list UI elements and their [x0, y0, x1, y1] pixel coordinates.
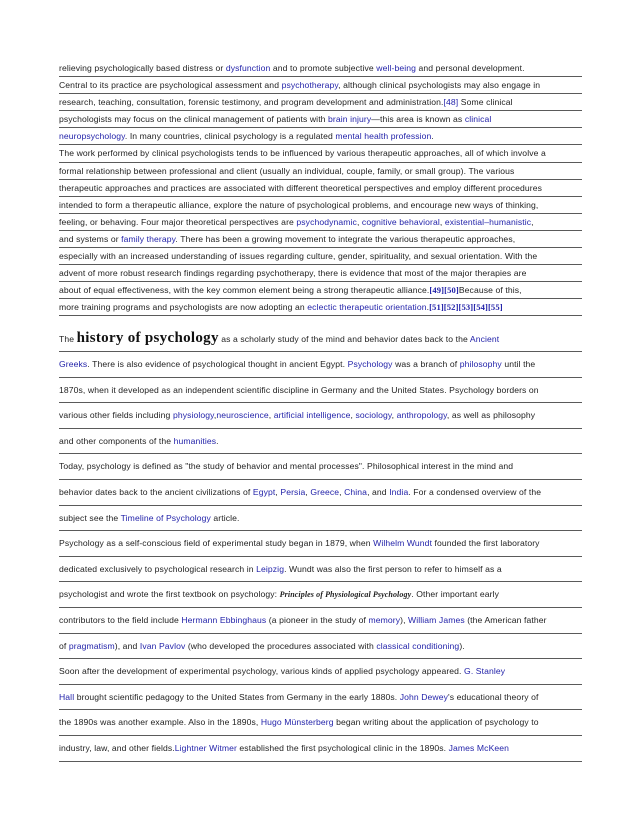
text-line [59, 710, 582, 736]
hyperlink[interactable]: Timeline of Psychology [120, 512, 211, 523]
text-run: article. [210, 512, 240, 523]
hyperlink[interactable]: Hall [59, 691, 75, 702]
hyperlink[interactable]: Egypt [252, 486, 276, 497]
text-run: feeling, or behaving. Four major theoretical perspectives are [59, 216, 297, 227]
text-run: and systems or [59, 233, 122, 244]
hyperlink[interactable]: Hermann Ebbinghaus [181, 614, 267, 625]
text-run: and personal development. [415, 63, 525, 73]
text-run: intended to form a therapeutic alliance, explore the nature of psychological problems, and encourage new ways of thinking, [59, 199, 539, 210]
text-line [59, 480, 582, 506]
text-line [59, 531, 582, 557]
clinical-psychology-section [59, 60, 582, 316]
hyperlink[interactable]: Lightner Witmer [174, 742, 237, 753]
text-run: . Other important early [411, 589, 500, 600]
text-run: The work performed by clinical psychologists tends to be influenced by various therapeutic approaches, all of which involve a [59, 148, 546, 159]
text-run: , as well as philosophy [446, 410, 536, 421]
text-run: Some clinical [458, 97, 513, 108]
text-run: psychologist and wrote the first textbook on psychology: [59, 589, 280, 600]
text-line [59, 163, 582, 180]
text-run: behavior dates back to the ancient civilizations of [59, 486, 253, 497]
text-run: industry, law, and other fields. [59, 742, 175, 753]
hyperlink[interactable]: psychotherapy [281, 80, 339, 91]
text-run: Psychology as a self-conscious field of experimental study began in 1879, when [59, 538, 374, 549]
text-line [59, 685, 582, 711]
hyperlink[interactable]: mental health profession [335, 131, 432, 142]
text-run: dedicated exclusively to psychological research in [59, 563, 257, 574]
text-run: . [216, 435, 219, 446]
text-run: (a pioneer in the study of [266, 614, 369, 625]
text-run: subject see the [59, 512, 121, 523]
text-run: (who developed the procedures associated with [185, 640, 377, 651]
text-line [59, 736, 582, 762]
text-run: advent of more robust research findings regarding psychotherapy, there is evidence that most of the major therapies are [59, 268, 527, 279]
text-run: psychologists may focus on the clinical management of patients with [59, 114, 329, 125]
hyperlink[interactable]: memory [368, 614, 401, 625]
text-run: research, teaching, consultation, forensic testimony, and program development and administration. [59, 97, 444, 108]
text-run: 1870s, when it developed as an independent scientific discipline in Germany and the United States. Psychology borders on [59, 384, 539, 395]
italic-title: Principles of Physiological Psychology [279, 590, 412, 600]
hyperlink[interactable]: Ivan Pavlov [139, 640, 186, 651]
hyperlink[interactable]: [49][50] [429, 285, 459, 296]
text-run: . [431, 131, 434, 142]
text-line [59, 454, 582, 480]
hyperlink[interactable]: brain injury [328, 114, 372, 125]
hyperlink[interactable]: classical conditioning [376, 640, 460, 651]
text-run: (the American father [464, 614, 547, 625]
text-line [59, 282, 582, 299]
text-run: , [275, 486, 281, 497]
text-line [59, 77, 582, 94]
hyperlink[interactable]: clinical [464, 114, 492, 125]
text-run: began writing about the application of psychology to [333, 717, 539, 728]
text-run: was a branch of [392, 359, 460, 369]
text-run: brought scientific pedagogy to the United States from Germany in the early 1880s. [74, 691, 400, 702]
text-line [59, 231, 582, 248]
text-run: , [356, 216, 362, 227]
emphasized-heading-text: history of psychology [76, 330, 219, 347]
text-run: . There has been a growing movement to integrate the various therapeutic approaches, [175, 233, 516, 244]
text-run: , [339, 486, 345, 497]
text-run: —this area is known as [371, 114, 465, 125]
text-run: . In many countries, clinical psychology is a regulated [124, 131, 336, 142]
hyperlink[interactable]: neuroscience [216, 410, 269, 421]
hyperlink[interactable]: well-being [376, 63, 416, 73]
hyperlink[interactable]: philosophy [459, 359, 502, 369]
text-run: ). [459, 640, 465, 651]
text-run: ), [400, 614, 409, 625]
hyperlink[interactable]: Psychology [347, 359, 393, 369]
hyperlink[interactable]: psychodynamic [296, 216, 357, 227]
text-line [59, 94, 582, 111]
text-line [59, 197, 582, 214]
text-run: established the first psychological clinic in the 1890s. [236, 742, 449, 753]
hyperlink[interactable]: China [344, 486, 368, 497]
text-line [59, 403, 582, 429]
hyperlink[interactable]: William James [408, 614, 465, 625]
text-run: . Wundt was also the first person to refer to himself as a [284, 563, 502, 574]
text-run: of [59, 640, 69, 651]
text-line [59, 214, 582, 231]
text-line [59, 248, 582, 265]
text-run: , [268, 410, 274, 421]
text-run: about of equal effectiveness, with the key common element being a strong therapeutic alliance. [59, 285, 430, 296]
text-line [59, 145, 582, 162]
hyperlink[interactable]: physiology [172, 410, 214, 421]
text-run: Because of this, [458, 285, 522, 296]
hyperlink[interactable]: Hugo Münsterberg [260, 717, 334, 728]
hyperlink[interactable]: eclectic therapeutic orientation [307, 302, 427, 313]
text-line [59, 352, 582, 378]
text-line [59, 608, 582, 634]
hyperlink[interactable]: neuropsychology [59, 131, 125, 142]
text-run: . [426, 302, 430, 313]
text-line [59, 128, 582, 145]
text-run: especially with an increased understanding of issues regarding culture, gender, spirituality, and sexual orientation. With the [59, 251, 538, 262]
history-of-psychology-section [59, 326, 582, 761]
text-run: , [213, 410, 217, 421]
text-run: contributors to the field include [59, 614, 182, 625]
hyperlink[interactable]: Wilhelm Wundt [373, 538, 433, 549]
hyperlink[interactable]: G. Stanley [464, 666, 506, 677]
text-line [59, 265, 582, 282]
text-run: , [350, 410, 356, 421]
text-run: formal relationship between professional and client (usually an individual, couple, family, or small group). The various [59, 165, 515, 176]
hyperlink[interactable]: existential–humanistic [444, 216, 532, 227]
hyperlink[interactable]: India [389, 486, 409, 497]
text-run: 's educational theory of [448, 691, 539, 702]
text-run: , and [367, 486, 390, 497]
hyperlink[interactable]: pragmatism [68, 640, 115, 651]
text-run: , [439, 216, 445, 227]
text-run: , [305, 486, 311, 497]
text-run: Soon after the development of experimental psychology, various kinds of applied psychology appeared. [59, 666, 465, 677]
text-run: The [59, 334, 77, 345]
text-run: . For a condensed overview of the [408, 486, 542, 497]
hyperlink[interactable]: sociology [355, 410, 392, 421]
text-run: as a scholarly study of the mind and behavior dates back to the [218, 334, 470, 345]
hyperlink[interactable]: Leipzig [256, 563, 285, 574]
text-run: Central to its practice are psychological assessment and [59, 80, 282, 91]
text-run: until the [501, 359, 536, 369]
text-line [59, 180, 582, 197]
text-line [59, 378, 582, 404]
hyperlink[interactable]: Greeks [59, 359, 88, 369]
text-run: , [531, 216, 534, 227]
text-line [59, 299, 582, 316]
hyperlink[interactable]: family therapy [121, 233, 176, 244]
text-run: Today, psychology is defined as "the study of behavior and mental processes". Philosophical interest in the mind and [59, 461, 514, 472]
hyperlink[interactable]: [51][52][53][54][55] [429, 302, 503, 313]
text-line [59, 557, 582, 583]
text-run: founded the first laboratory [432, 538, 540, 549]
text-run: , although clinical psychologists may also engage in [338, 80, 541, 91]
text-line [59, 60, 582, 77]
text-run: the 1890s was another example. Also in the 1890s, [59, 717, 261, 728]
text-line [59, 429, 582, 455]
text-run: more training programs and psychologists are now adopting an [59, 302, 308, 313]
text-run: ), and [114, 640, 140, 651]
hyperlink[interactable]: humanities [173, 435, 217, 446]
text-line [59, 659, 582, 685]
section-gap [59, 316, 582, 326]
text-run: relieving psychologically based distress or [59, 63, 226, 73]
text-run: therapeutic approaches and practices are associated with different theoretical perspectives and employ different procedures [59, 182, 543, 193]
text-line [59, 582, 582, 608]
hyperlink[interactable]: [48] [443, 97, 459, 108]
text-line [59, 634, 582, 660]
hyperlink[interactable]: John Dewey [399, 691, 449, 702]
text-line [59, 326, 582, 352]
hyperlink[interactable]: dysfunction [225, 63, 271, 73]
text-run: and to promote subjective [270, 63, 377, 73]
hyperlink[interactable]: cognitive behavioral [361, 216, 440, 227]
text-run: and other components of the [59, 435, 174, 446]
text-run: various other fields including [59, 410, 173, 421]
text-run: . There is also evidence of psychological thought in ancient Egypt. [87, 359, 348, 369]
hyperlink[interactable]: James McKeen [448, 742, 510, 753]
hyperlink[interactable]: Persia [280, 486, 306, 497]
hyperlink[interactable]: anthropology [396, 410, 447, 421]
hyperlink[interactable]: Ancient [469, 334, 500, 345]
hyperlink[interactable]: Greece [310, 486, 340, 497]
hyperlink[interactable]: artificial intelligence [273, 410, 351, 421]
text-line [59, 506, 582, 532]
text-run: , [391, 410, 397, 421]
text-line [59, 111, 582, 128]
